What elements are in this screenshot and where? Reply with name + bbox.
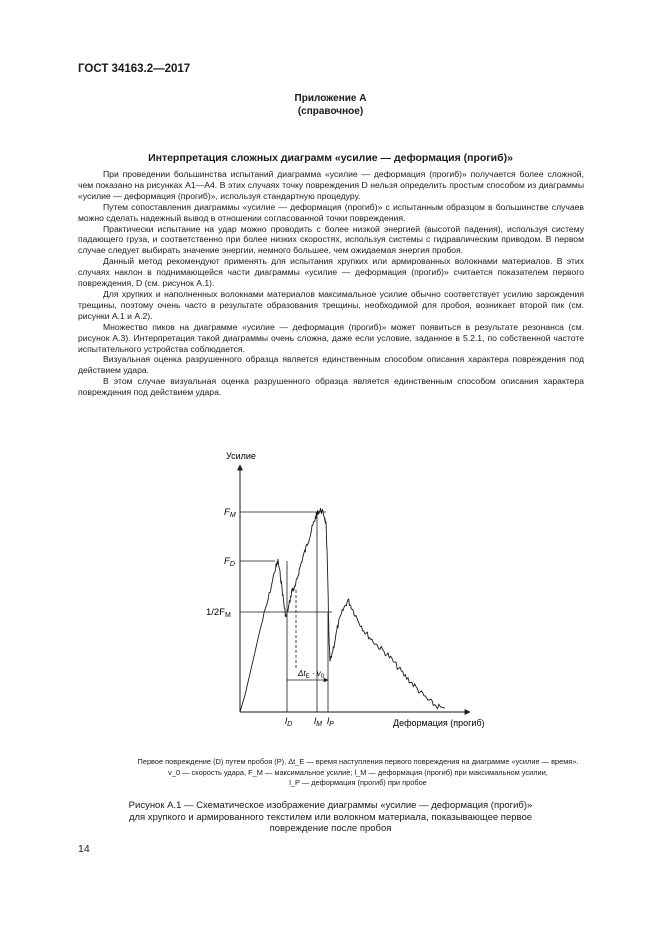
paragraph: Множество пиков на диаграмме «усилие — деформация (прогиб)» может появиться в результате резонанса (см. рисунок А.3). Интерпретация такой диаграммы очень сложна, даже если условие, заданное в 5.2.1, по собственной частоте испытательного устройства соблюдается. [78,321,584,354]
standard-header: ГОСТ 34163.2—2017 [78,63,191,75]
fm-label-sub: M [229,512,236,519]
ld-label-sub: D [287,721,293,728]
lm-label [314,716,322,728]
interval-delta: Δt [298,669,306,678]
figure-caption-line-2: для хрупкого и армированного текстилем или волокном материала, показывающее первое [128,811,533,823]
figure-caption-line-3: повреждение после пробоя [269,823,392,834]
fd-label-main: F [224,556,230,567]
paragraph: Практически испытание на удар можно проводить с более низкой энергией (высотой падения), используя систему падающего груза, и соответственно при более низких скоростях, используя системы с гидравлическим приводом. В первом случае следует выбирать значение энергии, немного большее, чем ожидаемая энергия пробоя. [78,223,584,256]
interval-delta-sub: E [305,674,310,680]
caption-line-2: v_0 — скорость удара, F_M — максимальное усилие; l_M — деформация (прогиб) при максимальном усилии, [168,767,548,777]
page-number: 14 [78,843,90,855]
figure-caption-line-1: Рисунок А.1 — Схематическое изображение диаграммы «усилие — деформация (прогиб)» [128,800,533,811]
caption-line-3: l_P — деформация (прогиб) при пробое [289,778,427,787]
caption-notes [78,757,638,789]
lm-label-main: l [314,716,317,727]
y-axis-label: Усилие [226,451,256,461]
paragraph: Для хрупких и наполненных волокнами материалов максимальное усилие обычно соответствует усилию зарождения трещины, поэтому очень часто в результате образования трещины, необходимой для пробоя, возникает второй пик (см. рисунки А.1 и А.2). [78,288,584,321]
fd-label-sub: D [229,561,235,568]
body-text [78,169,584,398]
half-fm-label-main: 1/2F [206,607,226,618]
half-fm-label [206,607,231,619]
half-fm-label-sub: M [225,612,231,619]
interval-label [297,669,325,680]
paragraph: При проведении большинства испытаний диаграмма «усилие — деформация (прогиб)» получается более сложной, чем показано на рисунках А1—А4. В этих случаях точку повреждения D нельзя определить простым способом из диаграммы «усилие — деформация (прогиб)», используя стандартную процедуру. [78,169,584,201]
paragraph: Данный метод рекомендуют применять для испытания хрупких или армированных волокнами материалов. В этих случаях наклон в поднимающейся части диаграммы «усилие — деформация (прогиб)» считается показателем первого повреждения, D (см. рисунок А.1). [78,256,584,289]
lp-label [327,716,334,728]
caption-line-1: Первое повреждение (D) путем пробоя (Р), Δt_E — время наступления первого повреждения на диаграмме «усилие — время». [137,757,579,766]
paragraph: В этом случае визуальная оценка разрушенного образца является единственным способом описания характера повреждения под действием удара. [78,376,584,398]
force-deformation-chart [200,440,520,740]
lp-label-main: l [327,716,330,727]
fd-label [224,556,235,568]
section-title: Интерпретация сложных диаграмм «усилие — деформация (прогиб)» [148,152,513,164]
appendix-subtitle: (справочное) [297,106,364,117]
fm-label-main: F [224,507,230,518]
ld-label-main: l [285,716,288,727]
ld-label [285,716,292,728]
figure-caption [78,800,583,835]
x-axis-label: Деформация (прогиб) [393,718,485,728]
lp-label-sub: P [329,721,334,728]
lm-label-sub: M [316,721,322,728]
interval-mid: · v [309,669,321,678]
force-curve [240,508,445,712]
paragraph: Путем сопоставления диаграммы «усилие — деформация (прогиб)» с испытанным образцом в большинстве случаев можно сделать надежный вывод в отношении согласованной точки повреждения. [78,201,584,223]
paragraph: Визуальная оценка разрушенного образца является единственным способом описания характера повреждения под действием удара. [78,354,584,376]
fm-label [224,507,236,519]
appendix-title: Приложение А [294,93,367,104]
interval-v-sub: 0 [320,674,325,680]
